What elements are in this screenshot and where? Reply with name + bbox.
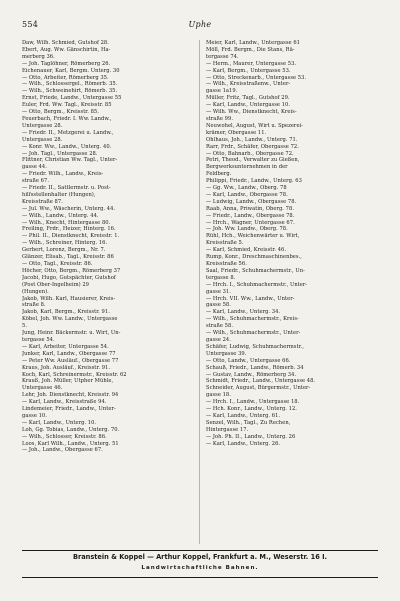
directory-entry: Höcher, Otto, Bergm., Römerberg 37 (22, 267, 121, 274)
directory-entry: — Wilh. Ww., Dienstknecht, Kreis- (206, 109, 297, 116)
directory-entry: Schäfer, Ludwig, Schuhmachermstr., (206, 343, 304, 350)
advertisement-tagline: Landwirtschaftliche Bahnen. (141, 565, 259, 571)
directory-entry: — Friedr. Wilh., Landw., Kreis- (22, 171, 104, 178)
directory-entry: Ebert, Aug. Ww. Gänschirtin, Ha- (22, 46, 111, 53)
directory-entry: Untergasse 46. (22, 385, 63, 392)
directory-entry: gasse 10. (22, 412, 47, 419)
directory-entry: Senzel, Wilh., Tagl., Zu Rechen, (206, 419, 291, 426)
directory-entry: — Wilh., Schreiner, Hinterg. 16. (22, 240, 108, 247)
directory-entry: — Karl, Landw., Unterg. 26. (206, 440, 281, 447)
directory-entry: — Hrch., Wagner, Untergasse 67. (206, 219, 295, 226)
directory-entry: Petri, Theod., Verwalter zu Gießen, (206, 157, 300, 164)
directory-entry: — Otto, Arbeiter, Römerberg 35. (22, 74, 109, 81)
directory-entry: — Karl, Landw., Unterg. 61. (206, 412, 281, 419)
directory-entry: 5. (22, 323, 28, 330)
directory-entry: — Karl, Landw., Unterg. 34. (206, 309, 281, 316)
directory-entry: — Karl, Arbeiter, Untergasse 54. (22, 343, 109, 350)
page-title: Uphe (188, 20, 212, 29)
directory-entry: — Karl, Landw., Unterg. 10. (22, 419, 97, 426)
directory-entry: Euler, Frd. Ww. Tagl., Kreisstr. 85 (22, 102, 112, 109)
directory-entry: — Wilh., Kreisstraßenw., Unter- (206, 81, 291, 88)
directory-entry: — Joh. Taglöhner, Römerberg 26. (22, 60, 111, 67)
directory-entry: — Wilh., Landw., Unterg. 44. (22, 212, 99, 219)
directory-entry: Daw, Wilh. Schmied, Gutshof 28. (22, 40, 109, 46)
directory-entry: — Joh., Landw., Obergasse 67. (22, 447, 103, 454)
directory-entry: — Ludwig, Landw., Obergasse 78. (206, 198, 297, 205)
directory-entry: — Otto, Tagl., Kreisstr. 86. (22, 261, 93, 267)
directory-entry: — Wilh., Knecht, Hintergasse 80. (22, 219, 111, 226)
directory-entry: Saal, Friedr., Schuhmachermstr., Un- (206, 267, 305, 274)
directory-entry: Jacobi, Hugo, Gutspächter, Gutshof (22, 274, 116, 281)
directory-entry: Schneider, August, Bürgermstr., Unter- (206, 385, 311, 392)
advertisement-banner (22, 550, 378, 578)
directory-entry: Meier, Karl, Landw., Untergasse 61 (206, 40, 300, 46)
right-column (206, 40, 378, 544)
directory-entry: — Joh. Ww. Landw., Oberg. 78. (206, 226, 288, 233)
directory-entry: merberg 36. (22, 53, 55, 60)
directory-entry: Freiling, Frdr., Heizer, Hinterg. 16. (22, 226, 116, 233)
directory-entry: Raab, Anna, Priwatin, Oberg. 78. (206, 205, 294, 212)
directory-entry: straße 8. (22, 302, 46, 309)
directory-entry: Rump, Konr., Dreschmaschinenbes., (206, 254, 302, 261)
directory-entry: Untergasse 28. (22, 136, 63, 143)
directory-entry: hilfsstellenhalter (Hungen), (22, 191, 96, 198)
directory-entry: Kraus, Joh. Ausläuf., Kreisstr. 91. (22, 364, 111, 371)
directory-entry: Möll, Frd. Bergm., Die Stans, Rä- (206, 46, 295, 53)
directory-entry: (Hungen). (22, 288, 49, 295)
directory-entry: Ernst, Friede, Landw., Untergasse 55 (22, 95, 122, 102)
directory-entry: Rühl, Hch., Weichenwärter u. Wirt, (206, 233, 300, 240)
directory-entry: Koch, Karl, Schreinermstr., Kreisstr. 62 (22, 371, 127, 378)
directory-entry: — Karl, Bergm., Untergasse 53. (206, 67, 291, 74)
directory-entry: gasse 1a19. (206, 88, 238, 95)
directory-entry: — Herm., Maurer, Untergasse 53. (206, 60, 297, 67)
directory-entry: — Phil. II., Dienstknecht, Kreisstr. 1. (22, 233, 120, 240)
directory-entry: Eichenauer, Karl, Bergm. Unterg. 30 (22, 67, 120, 74)
directory-entry: Untergasse 28. (22, 122, 63, 129)
directory-entry: Krauß, Joh. Müller, Utpher Mühle, (22, 378, 114, 385)
directory-entry: Schmidt, Friedr., Landw., Untergasse 48. (206, 378, 316, 385)
directory-entry: Bergwerksunternehmen in der (206, 164, 288, 171)
directory-entry: (Post Ober-Ingelheim) 29 (22, 281, 90, 288)
directory-entry: — Jul. Ww., Wäscherin, Unterg. 44. (22, 205, 116, 212)
directory-entry: — Wilh., Schuhmachermstr., Unter- (206, 330, 301, 337)
directory-entry: — Peter Ww. Ausläuf., Obergasse 77 (22, 357, 119, 364)
directory-entry: — Wilh., Schlosser, Kreisstr. 86. (22, 433, 107, 440)
directory-entry: — Joh. Tagl., Untergasse 28. (22, 150, 98, 157)
directory-entry: Köbel, Joh. Ww. Landw., Untergasse (22, 316, 118, 323)
directory-entry: tergasse 8. (206, 274, 236, 281)
directory-entry: Müller, Fritz, Tagl., Gutshof 29. (206, 95, 290, 102)
directory-entry: — Otto, Landw., Untergasse 66. (206, 357, 291, 364)
directory-entry: straße 99. (206, 115, 234, 122)
directory-entry: straße 67. (22, 178, 50, 185)
directory-entry: — Wilh., Schweinehirt, Römerb. 35. (22, 88, 118, 95)
left-column (22, 40, 194, 544)
directory-entry: — Otto, Streckenarb., Untergasse 53. (206, 74, 307, 81)
directory-entry: — Friedr. II., Metzgerei u. Landw., (22, 129, 114, 136)
directory-entry: — Hrch. I., Schuhmachermstr., Unter- (206, 281, 308, 288)
directory-entry: Neuwohel, August, Wirt u. Spezerei- (206, 122, 304, 129)
directory-entry: Jung, Heinr. Bäckermstr. u. Wirt, Un- (22, 330, 121, 337)
directory-columns (22, 40, 378, 544)
directory-entry: — Konr. Ww., Landw., Unterg. 40. (22, 143, 112, 150)
directory-entry: — Hch. Konr., Landw., Unterg. 12. (206, 406, 297, 413)
directory-entry: Schauß, Friedr., Landw., Römerb. 34 (206, 364, 304, 371)
directory-entry: gasse 44. (22, 164, 47, 171)
directory-entry: Ohlhaus, Joh., Landw., Unterg. 71. (206, 136, 298, 143)
directory-entry: — Wilh., Schuhmachermstr., Kreis- (206, 316, 299, 323)
directory-entry: Gerbert, Lorenz, Bergm., Nr. 7. (22, 247, 106, 254)
page-header (22, 20, 378, 34)
directory-entry: — Friedr. II., Sattlermstr. u. Post- (22, 185, 111, 192)
directory-entry: Kreisstraße 87. (22, 198, 63, 205)
directory-entry: tergasse 74. (206, 53, 239, 60)
directory-entry: Glänzer, Elisab., Tagl., Kreisstr. 86 (22, 254, 114, 261)
directory-entry: Philippi, Friedr., Landw., Unterg. 63 (206, 178, 302, 185)
directory-entry: — Karl, Landw., Kreisstraße 94. (22, 399, 107, 406)
directory-entry: — Wilh., Schlossergel., Römerb. 35. (22, 81, 118, 88)
directory-entry: — Hrch. I., Landw., Untergasse 18. (206, 399, 300, 406)
directory-entry: — Karl, Landw., Untergasse 10. (206, 102, 291, 109)
directory-entry: gasse 18. (206, 392, 231, 399)
directory-entry: Untergasse 39. (206, 350, 247, 357)
advertisement-company: Branstein & Koppel — Arthur Koppel, Frankfurt a. M., Weserstr. 16 I. (72, 553, 328, 561)
directory-entry: Flittner, Christian Ww. Tagl., Unter- (22, 157, 118, 164)
directory-entry: — Friedr., Landw., Obergasse 78. (206, 212, 295, 219)
directory-entry: Lehr, Joh. Dienstknecht, Kreisstr. 94 (22, 392, 119, 399)
directory-entry: krämer, Obergasse 11. (206, 129, 267, 136)
directory-entry: tergasse 54. (22, 336, 55, 343)
directory-entry: Rarr, Frdr., Schäfer, Obergasse 72. (206, 143, 299, 150)
directory-entry: straße 58. (206, 323, 234, 330)
directory-entry: Feldberg. (206, 171, 232, 178)
directory-entry: — Karl, Landw., Obergasse 78. (206, 191, 288, 198)
directory-entry: Loh, Gg. Tobias, Landw., Unterg. 70. (22, 426, 120, 433)
directory-entry: — Gg. Ww., Landw., Oberg. 78 (206, 185, 287, 192)
directory-entry: — Hrch. VII. Ww., Landw., Unter- (206, 295, 295, 302)
directory-entry: Junker, Karl, Landw., Obergasse 77 (22, 350, 116, 357)
directory-entry: Kreisstraße 5. (206, 240, 244, 247)
directory-entry: — Joh. Ph. II., Landw., Unterg. 26 (206, 433, 296, 440)
directory-entry: Feuerbach, Friedr. I. Ww. Landw., (22, 115, 112, 122)
directory-entry: gasse 58. (206, 302, 231, 309)
page-number: 554 (22, 20, 39, 29)
directory-entry: — Karl, Schmied, Kreisstr. 46. (206, 247, 287, 254)
directory-entry: Lindemeier, Friedr., Landw., Unter- (22, 406, 116, 413)
directory-entry: — Otto, Bahnarb., Obergasse 72. (206, 150, 294, 157)
column-divider (199, 40, 200, 544)
directory-entry: — Otto, Bergm., Kreisstr. 85. (22, 109, 99, 116)
directory-entry: Loos, Karl Wilh., Landw., Unterg. 51 (22, 440, 119, 447)
directory-entry: Jakob, Karl, Bergm., Kreisstr. 91. (22, 309, 110, 316)
directory-entry: gasse 31. (206, 288, 231, 295)
directory-entry: Kreisstraße 56. (206, 261, 247, 267)
directory-entry: gasse 24. (206, 336, 231, 343)
directory-entry: Jakob, Wilh. Karl, Hausierer, Kreis- (22, 295, 116, 302)
directory-entry: — Gustav, Landw., Römerberg 34. (206, 371, 297, 378)
directory-entry: Hintergasse 17. (206, 426, 249, 433)
